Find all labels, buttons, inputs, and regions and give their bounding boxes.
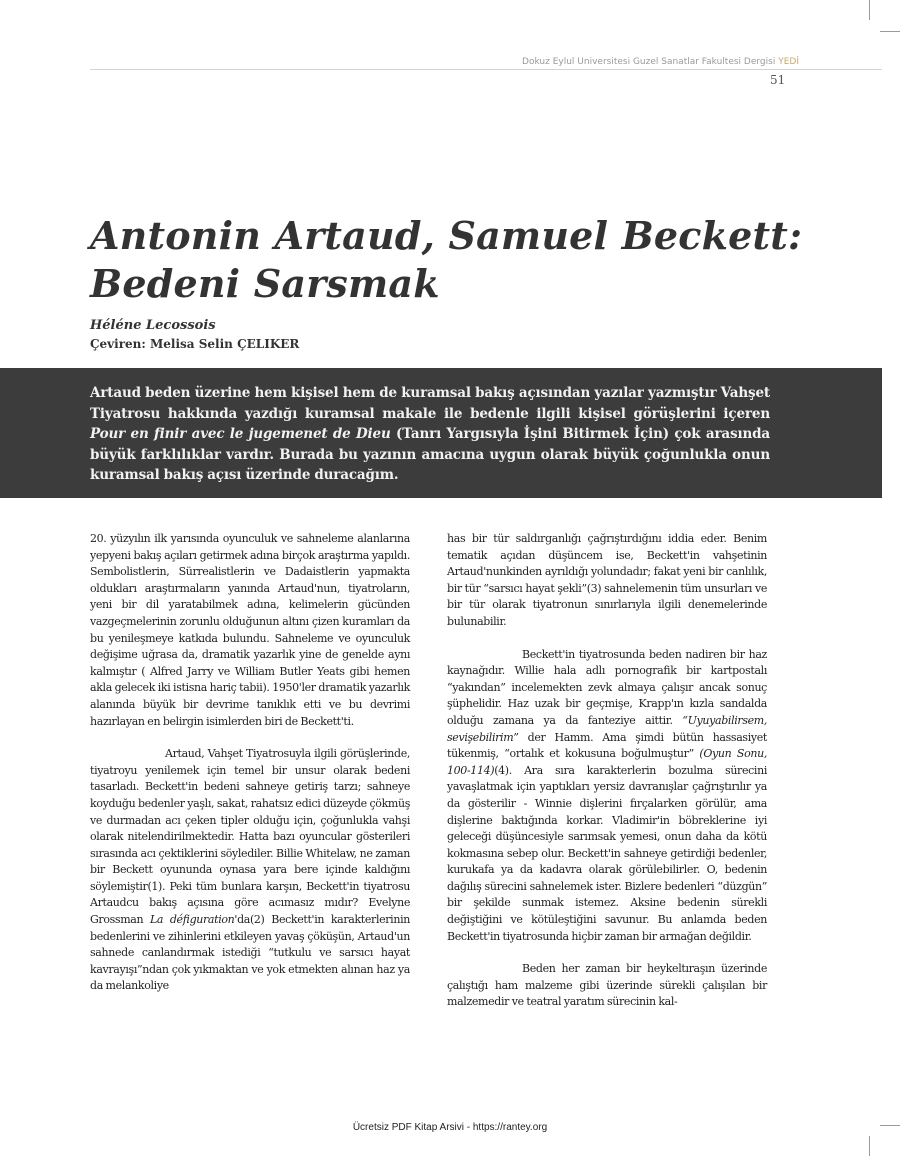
footer-link-text: Ücretsiz PDF Kitap Arsivi - https://rantey.org bbox=[352, 1122, 548, 1133]
italic-book-title: La défiguration bbox=[149, 913, 235, 927]
paragraph: has bir tür saldırganlığı çağrıştırdığını iddia eder. Benim tematik açıdan düşüncem ise, Beckett'in vahşetinin Artaud'nunkinden ayrıldığı yolundadır; fakat yeni bir canlılık, bir tür “sarsıcı hayat şekli”(3) sahnelemenin tüm unsurları ve bir tür olarak tiyatronun sınırlarıyla ilgili denemelerinde bulunabilir. bbox=[447, 532, 767, 628]
title-line-2: Bedeni Sarsmak bbox=[90, 261, 440, 306]
running-head bbox=[522, 57, 799, 67]
paragraph-text: Beckett'in tiyatrosunda beden nadiren bir haz kaynağıdır. Willie hala adlı pornografik bir kartpostalı “yakından” incelemekten zevk almaya çalışır ancak sonuç şüphelidir. Haz uzak bir geçmişe, Krapp'ın kızla sandalda olduğu zamana ya da fanteziye aittir. bbox=[447, 647, 767, 727]
crop-mark bbox=[869, 0, 870, 20]
crop-mark bbox=[869, 1136, 870, 1156]
paragraph: 20. yüzyılın ilk yarısında oyunculuk ve sahneleme alanlarına yepyeni bakış açıları getirmek adına birçok araştırma yapıldı. Sembolistlerin, Sürrealistlerin ve Dadaistlerin yapmakta oldukları araştırmaların yanında Artaud'nun, tiyatroların, yeni bir dil yaratabilmek adına, kelimelerin gücünden vazgeçmelerinin zorunlu olduğunun altını çizen kuramları da bu yenileşmeye katkıda bulundu. Sahneleme ve oyunculuk değişime uğrasa da, dramatik yazarlık yine de genelde aynı kalmıştır ( Alfred Jarry ve William Butler Yeats gibi hemen akla gelecek iki istisna hariç tabii). 1950'ler dramatik yazarlık alanında büyük bir devrime tanıklık etti ve bu devrimi hazırlayan en belirgin isimlerden biri de Beckett'ti. bbox=[90, 532, 410, 728]
article-title bbox=[90, 212, 810, 308]
page-number: 51 bbox=[770, 73, 786, 87]
italic-citation: (Oyun Sonu, 100-114) bbox=[447, 747, 767, 777]
journal-name: Dokuz Eylul Universitesi Guzel Sanatlar Fakultesi Dergisi bbox=[522, 57, 776, 67]
paragraph-text: Artaud, Vahşet Tiyatrosuyla ilgili görüşlerinde, tiyatroyu yenilemek için temel bir unsur olarak bedeni tasarladı. Beckett'in bedeni sahneye getiriş tarzı; sahneye koyduğu bedenler yaşlı, sakat, rahatsız edici düzeyde çökmüş ve durmadan acı çeken tipler olduğu için, çoğunlukla vahşi olarak nitelendirilmektedir. Hatta bazı oyuncular gösterileri sırasında acı çektiklerini söylediler. Billie Whitelaw, ne zaman bir Beckett oyununda oynasa yara bere içinde kaldığını söylemiştir(1). Peki tüm bunlara karşın, Beckett'in tiyatrosu Artaudcu bakış açısına göre acımasız mıdır? Evelyne Grossman bbox=[90, 747, 410, 927]
left-column bbox=[90, 531, 410, 995]
abstract bbox=[90, 383, 770, 486]
paragraph: Beden her zaman bir heykeltıraşın üzerinde çalıştığı ham malzeme gibi üzerinde sürekli çalışılan bir malzemedir ve teatral yaratım sürecinin kal- bbox=[447, 962, 767, 1009]
title-line-1: Antonin Artaud, Samuel Beckett: bbox=[90, 213, 803, 258]
header-rule bbox=[90, 69, 882, 70]
right-column bbox=[447, 531, 767, 1011]
paragraph-text: 'da(2) Beckett'in karakterlerinin bedenlerini ve zihinlerini etkileyen yavaş çöküşün, Artaud'un sahnede canlandırmak istediği “tutkulu ve sarsıcı hayat kavrayışı”ndan çok yıkmaktan ve yok etmekten alınan haz ya da melankoliye bbox=[90, 913, 410, 993]
paragraph bbox=[90, 746, 410, 995]
translator-credit: Çeviren: Melisa Selin ÇELIKER bbox=[90, 337, 300, 351]
crop-mark bbox=[880, 31, 900, 32]
abstract-text-part: Artaud beden üzerine hem kişisel hem de kuramsal bakış açısından yazılar yazmıştır Vahşet Tiyatrosu hakkında yazdığı kuramsal makale ile bedenle ilgili kişisel görüşlerini içeren bbox=[90, 385, 770, 422]
paragraph bbox=[447, 647, 767, 946]
abstract-text-part: (Tanrı Yargısıyla İşini Bitirmek İçin) çok arasında büyük farklılıklar vardır. Burada bu yazının amacına uygun olarak büyük çoğunlukla onun kuramsal bakış açısı üzerinde duracağım. bbox=[90, 426, 770, 483]
paragraph-text: (4). Ara sıra karakterlerin bozulma sürecini yavaşlatmak için yaptıkları yersiz davranışlar çağrıştırılır ya da gösterilir - Winnie dişlerini fırçalarken görülür, ama dişlerine baktığında korkar. Vladimir'in böbreklerine iyi geleceği düşüncesiyle sarımsak yemesi, onun daha da kötü kokmasına sebep olur. Beckett'in sahneye getirdiği bedenler, kurukafa ya da kadavra olarak görülebilirler. O, bedenin dağılış sürecini sahnelemek ister. Bizlere bedenleri “düzgün” bir şekilde sunmak istemez. Aksine bedenin sürekli değiştiğini ve kötüleştiğini savunur. Bu anlamda beden Beckett'in tiyatrosunda hiçbir zaman bir armağan değildir. bbox=[447, 763, 767, 943]
italic-quote: “Uyuyabilirsem, sevişebilirim” bbox=[447, 713, 767, 744]
abstract-italic-title: Pour en finir avec le jugemenet de Dieu bbox=[90, 426, 391, 442]
journal-issue: YEDİ bbox=[778, 57, 799, 67]
paragraph-text: der Hamm. Ama şimdi bütün hassasiyet tükenmiş, “ortalık et kokusuna boğulmuştur” bbox=[447, 730, 767, 761]
author-name: Héléne Lecossois bbox=[90, 318, 216, 333]
